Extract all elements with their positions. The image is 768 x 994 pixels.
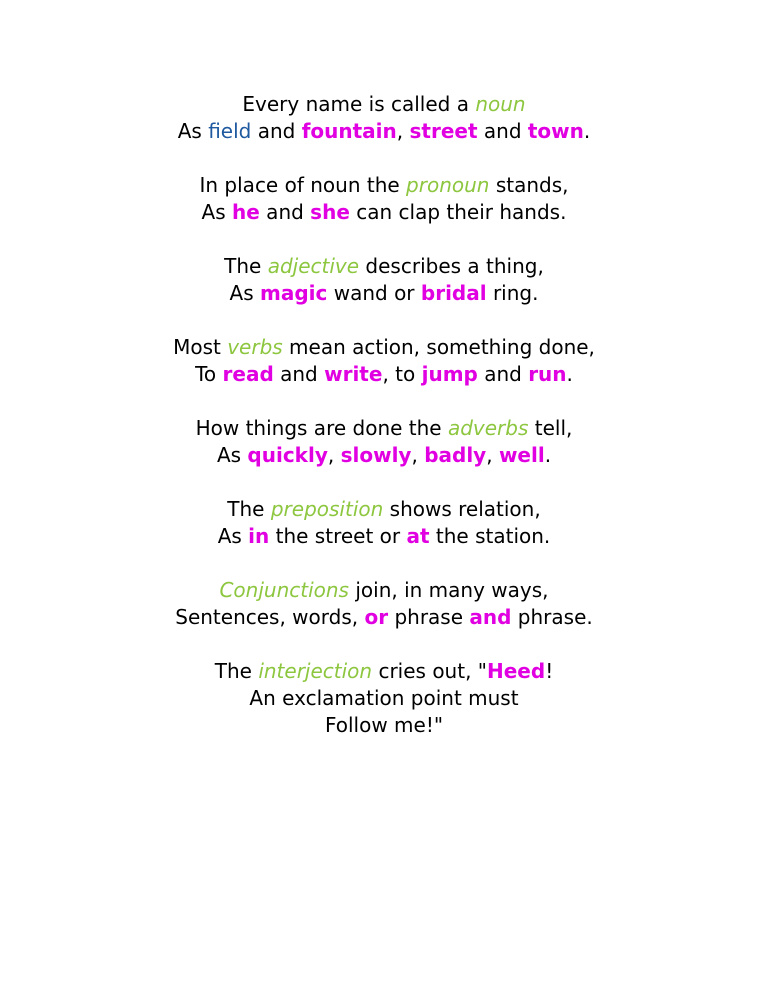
line-text: To xyxy=(195,362,223,386)
line-text: As xyxy=(177,119,209,143)
example-word: and xyxy=(469,605,512,629)
line-text: , xyxy=(396,119,410,143)
poem-line xyxy=(0,253,768,280)
poem-line xyxy=(0,604,768,631)
poem-line xyxy=(0,523,768,550)
line-text: Every name is called a xyxy=(242,92,476,116)
line-text: An exclamation point must xyxy=(249,686,519,710)
line-text: The xyxy=(224,254,268,278)
line-text: Sentences, words, xyxy=(175,605,365,629)
poem-line xyxy=(0,496,768,523)
line-text: ! xyxy=(545,659,554,683)
part-of-speech-term: adjective xyxy=(267,254,360,278)
stanza xyxy=(0,334,768,388)
line-text: stands, xyxy=(489,173,569,197)
line-text: As xyxy=(201,200,233,224)
part-of-speech-term: pronoun xyxy=(406,173,490,197)
example-word: at xyxy=(406,524,430,548)
part-of-speech-term: interjection xyxy=(258,659,373,683)
example-word: run xyxy=(528,362,567,386)
part-of-speech-term: noun xyxy=(475,92,526,116)
line-text: wand or xyxy=(327,281,421,305)
line-text: phrase xyxy=(388,605,470,629)
line-text: , to xyxy=(382,362,422,386)
line-text: mean action, something done, xyxy=(282,335,595,359)
line-text: describes a thing, xyxy=(359,254,544,278)
poem-line xyxy=(0,199,768,226)
line-text: The xyxy=(227,497,271,521)
line-text: , xyxy=(411,443,425,467)
example-word: field xyxy=(208,119,252,143)
stanza xyxy=(0,91,768,145)
example-word: he xyxy=(232,200,260,224)
example-word: well xyxy=(498,443,545,467)
example-word: in xyxy=(248,524,270,548)
line-text: . xyxy=(583,119,591,143)
example-word: bridal xyxy=(420,281,487,305)
example-word: jump xyxy=(421,362,478,386)
line-text: In place of noun the xyxy=(199,173,407,197)
line-text: . xyxy=(566,362,573,386)
line-text: cries out, " xyxy=(372,659,487,683)
example-word: magic xyxy=(260,281,328,305)
stanza xyxy=(0,415,768,469)
line-text: tell, xyxy=(528,416,573,440)
example-word: slowly xyxy=(340,443,412,467)
poem-line xyxy=(0,577,768,604)
line-text: shows relation, xyxy=(383,497,541,521)
stanza xyxy=(0,253,768,307)
example-word: fountain xyxy=(301,119,397,143)
poem-line xyxy=(0,712,768,739)
stanza xyxy=(0,496,768,550)
line-text: How things are done the xyxy=(195,416,448,440)
line-text: and xyxy=(251,119,302,143)
line-text: , xyxy=(486,443,499,467)
poem-line xyxy=(0,172,768,199)
line-text: the station. xyxy=(429,524,551,548)
line-text: Follow me!" xyxy=(324,713,444,737)
example-word: read xyxy=(222,362,274,386)
line-text: The xyxy=(214,659,259,683)
line-text: and xyxy=(259,200,311,224)
poem-line xyxy=(0,280,768,307)
parts-of-speech-poem xyxy=(0,91,768,766)
example-word: or xyxy=(364,605,389,629)
line-text: , xyxy=(327,443,341,467)
poem-line xyxy=(0,658,768,685)
line-text: As xyxy=(216,443,248,467)
line-text: ring. xyxy=(486,281,539,305)
stanza xyxy=(0,658,768,739)
line-text: As xyxy=(217,524,249,548)
example-word: Heed xyxy=(487,659,546,683)
line-text: Most xyxy=(173,335,228,359)
line-text: As xyxy=(229,281,260,305)
line-text: . xyxy=(544,443,552,467)
part-of-speech-term: adverbs xyxy=(447,416,529,440)
stanza xyxy=(0,172,768,226)
poem-line xyxy=(0,91,768,118)
line-text: can clap their hands. xyxy=(349,200,567,224)
part-of-speech-term: preposition xyxy=(270,497,384,521)
example-word: town xyxy=(527,119,584,143)
line-text: and xyxy=(273,362,325,386)
part-of-speech-term: Conjunctions xyxy=(219,578,349,602)
poem-line xyxy=(0,415,768,442)
example-word: street xyxy=(409,119,478,143)
poem-line xyxy=(0,361,768,388)
example-word: quickly xyxy=(247,443,328,467)
poem-line xyxy=(0,334,768,361)
line-text: the street or xyxy=(269,524,407,548)
line-text: phrase. xyxy=(511,605,593,629)
poem-line xyxy=(0,442,768,469)
line-text: and xyxy=(477,119,528,143)
example-word: badly xyxy=(424,443,487,467)
poem-line xyxy=(0,685,768,712)
example-word: write xyxy=(324,362,383,386)
part-of-speech-term: verbs xyxy=(227,335,283,359)
line-text: and xyxy=(477,362,529,386)
example-word: she xyxy=(310,200,350,224)
stanza xyxy=(0,577,768,631)
poem-line xyxy=(0,118,768,145)
line-text: join, in many ways, xyxy=(348,578,549,602)
